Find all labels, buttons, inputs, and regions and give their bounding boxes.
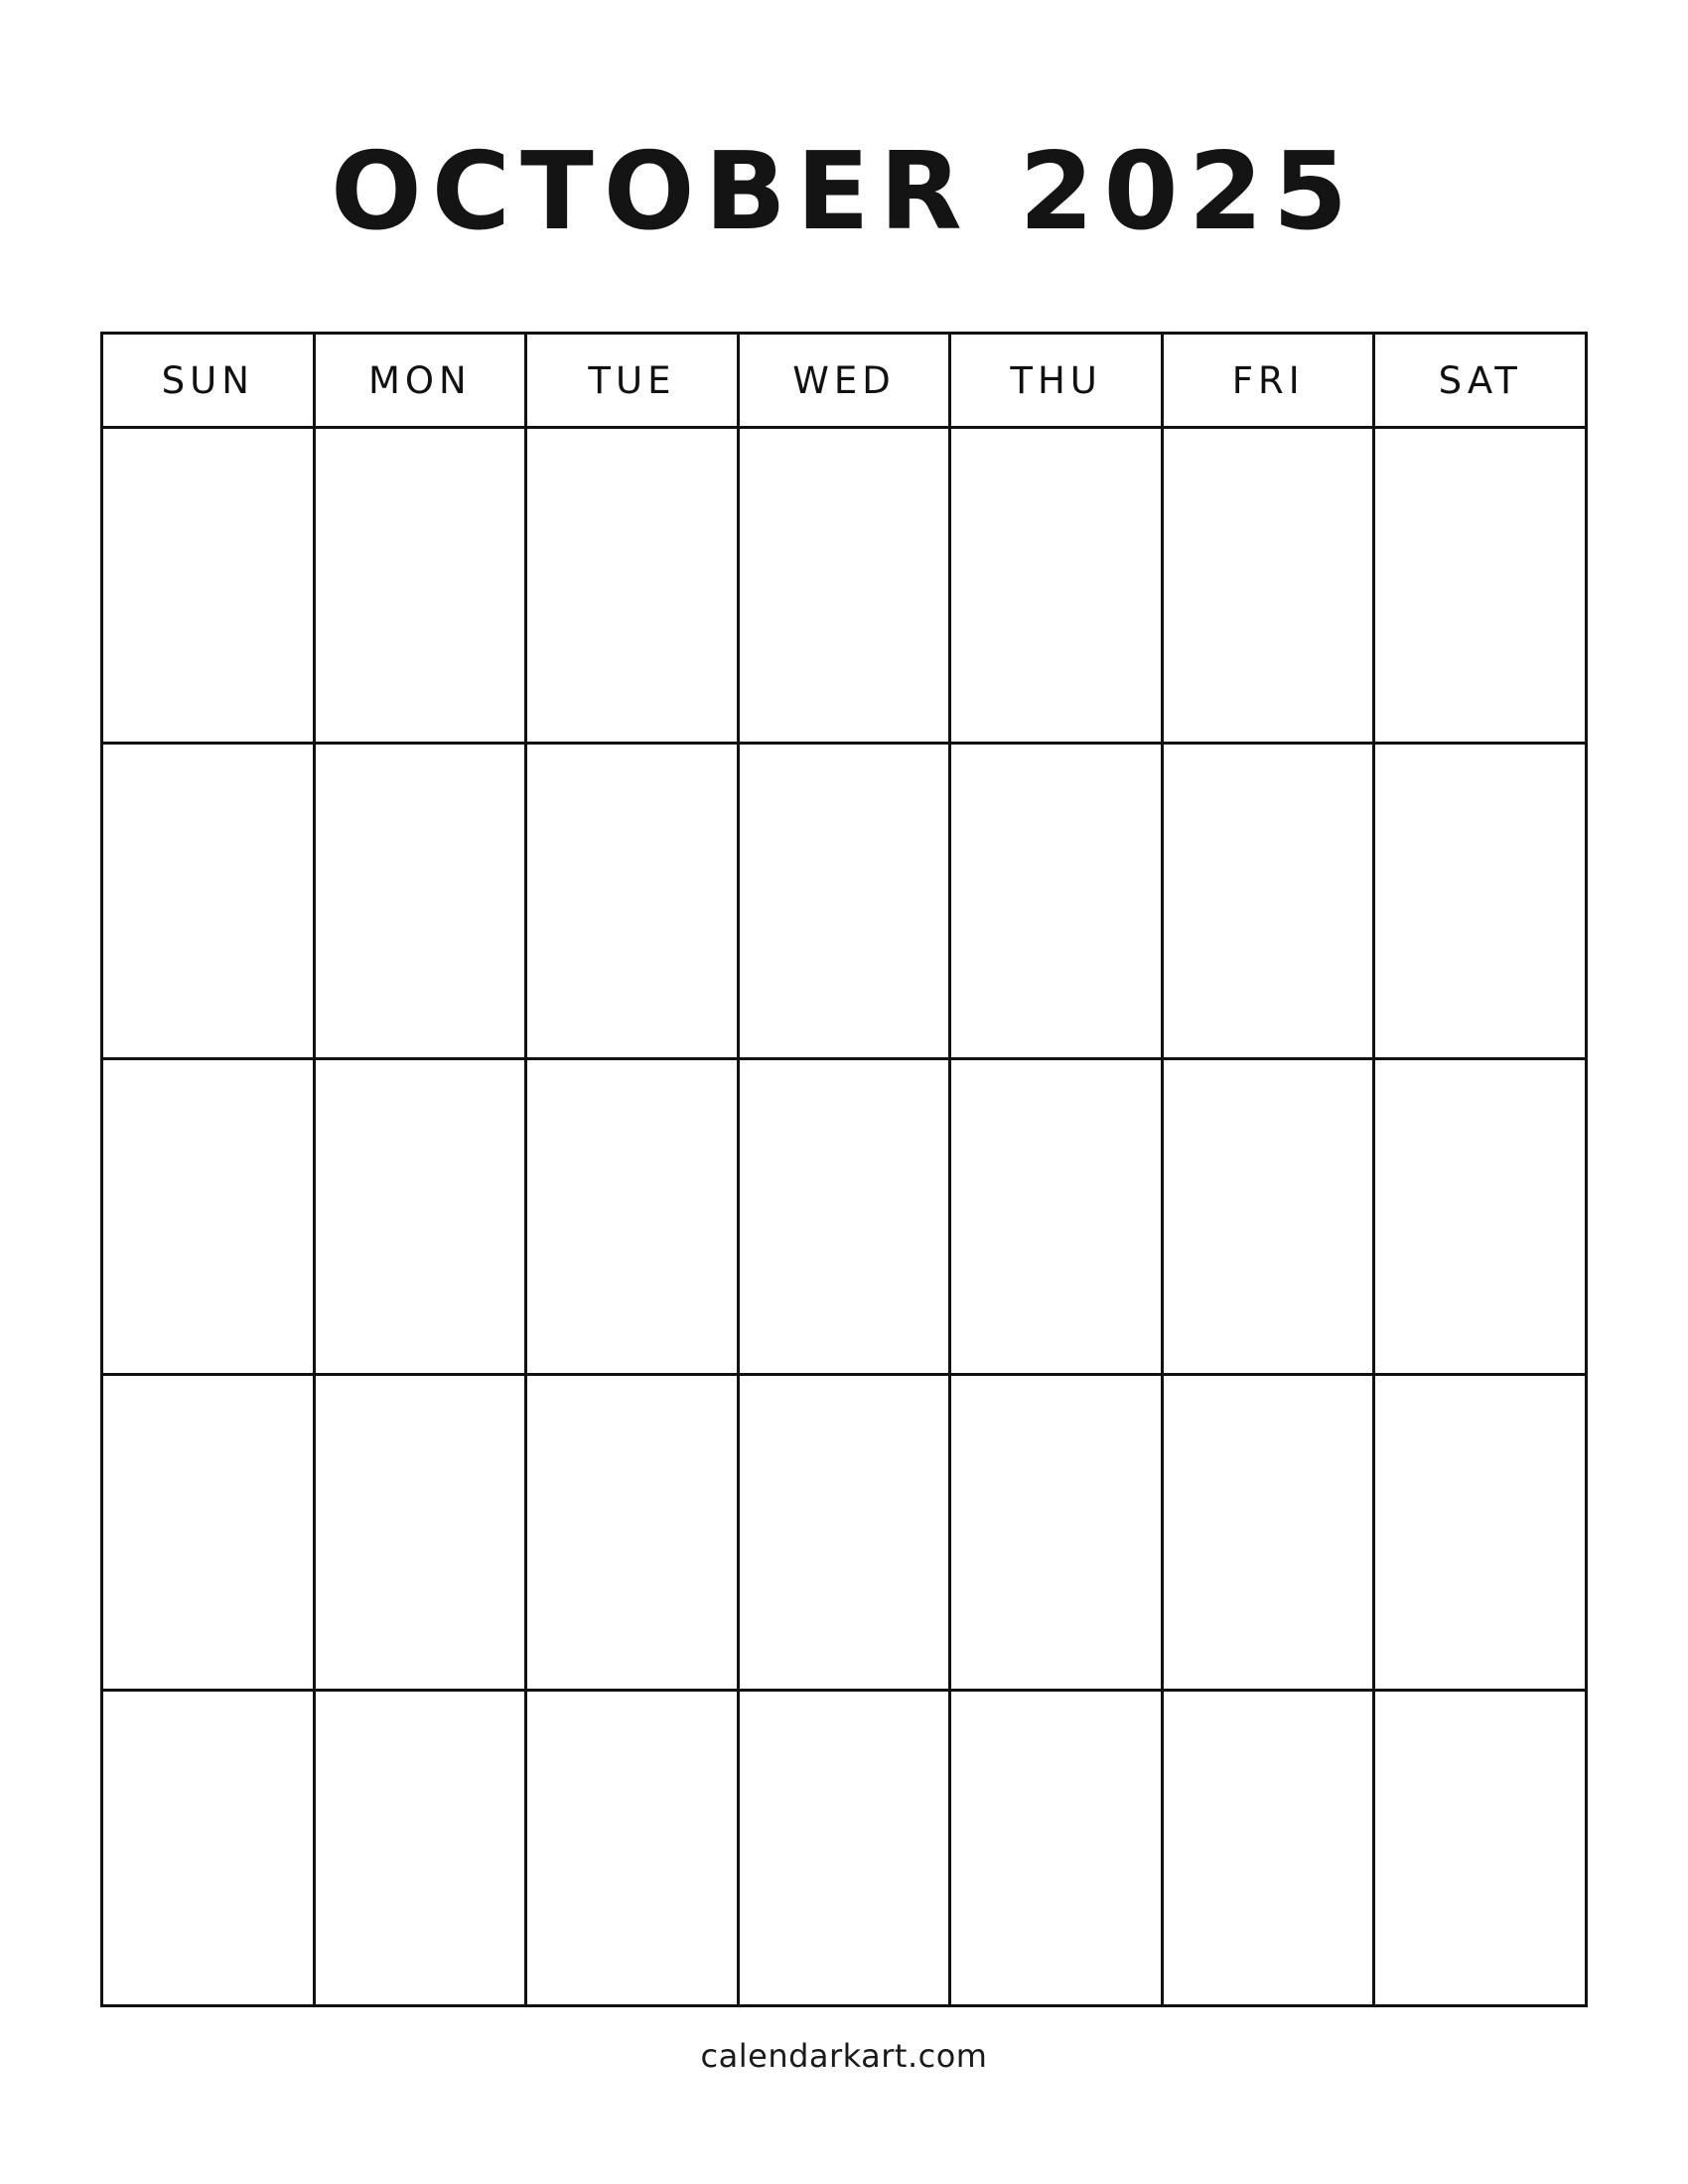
day-cell[interactable] [103, 1376, 316, 1692]
calendar-grid [100, 332, 1588, 2007]
weekday-label: FRI [1231, 358, 1305, 402]
day-cell[interactable] [527, 1376, 740, 1692]
day-cell[interactable] [1164, 1060, 1376, 1376]
calendar-week-row [103, 745, 1588, 1060]
day-cell[interactable] [103, 429, 316, 745]
day-cell[interactable] [1164, 745, 1376, 1060]
day-cell[interactable] [316, 429, 528, 745]
calendar-week-row [103, 1376, 1588, 1692]
day-cell[interactable] [527, 1060, 740, 1376]
calendar-week-row [103, 1060, 1588, 1376]
day-cell[interactable] [951, 1692, 1164, 2007]
calendar-week-row [103, 429, 1588, 745]
weekday-header-sat [1375, 335, 1588, 429]
day-cell[interactable] [1375, 1692, 1588, 2007]
day-cell[interactable] [316, 1060, 528, 1376]
weekday-header-thu [951, 335, 1164, 429]
day-cell[interactable] [740, 1376, 952, 1692]
day-cell[interactable] [527, 745, 740, 1060]
day-cell[interactable] [951, 1376, 1164, 1692]
day-cell[interactable] [1164, 1376, 1376, 1692]
day-cell[interactable] [103, 1692, 316, 2007]
day-cell[interactable] [1164, 1692, 1376, 2007]
day-cell[interactable] [1375, 429, 1588, 745]
day-cell[interactable] [1375, 1376, 1588, 1692]
weekday-label: SUN [161, 358, 254, 402]
calendar-week-row [103, 1692, 1588, 2007]
weekday-label: TUE [588, 358, 676, 402]
day-cell[interactable] [740, 745, 952, 1060]
page-title: OCTOBER 2025 [331, 130, 1357, 254]
day-cell[interactable] [740, 1060, 952, 1376]
weekday-header-sun [103, 335, 316, 429]
weekday-header-tue [527, 335, 740, 429]
weekday-header-row [103, 335, 1588, 429]
day-cell[interactable] [740, 429, 952, 745]
day-cell[interactable] [103, 1060, 316, 1376]
day-cell[interactable] [316, 1692, 528, 2007]
day-cell[interactable] [1375, 1060, 1588, 1376]
weekday-label: THU [1010, 358, 1102, 402]
day-cell[interactable] [951, 745, 1164, 1060]
weekday-label: WED [792, 358, 896, 402]
day-cell[interactable] [527, 1692, 740, 2007]
weekday-header-fri [1164, 335, 1376, 429]
day-cell[interactable] [740, 1692, 952, 2007]
day-cell[interactable] [316, 745, 528, 1060]
day-cell[interactable] [951, 1060, 1164, 1376]
weekday-header-wed [740, 335, 952, 429]
day-cell[interactable] [527, 429, 740, 745]
day-cell[interactable] [1375, 745, 1588, 1060]
day-cell[interactable] [1164, 429, 1376, 745]
day-cell[interactable] [951, 429, 1164, 745]
day-cell[interactable] [316, 1376, 528, 1692]
day-cell[interactable] [103, 745, 316, 1060]
footer-credit: calendarkart.com [700, 2037, 988, 2075]
weekday-header-mon [316, 335, 528, 429]
weekday-label: MON [368, 358, 472, 402]
weekday-label: SAT [1438, 358, 1522, 402]
